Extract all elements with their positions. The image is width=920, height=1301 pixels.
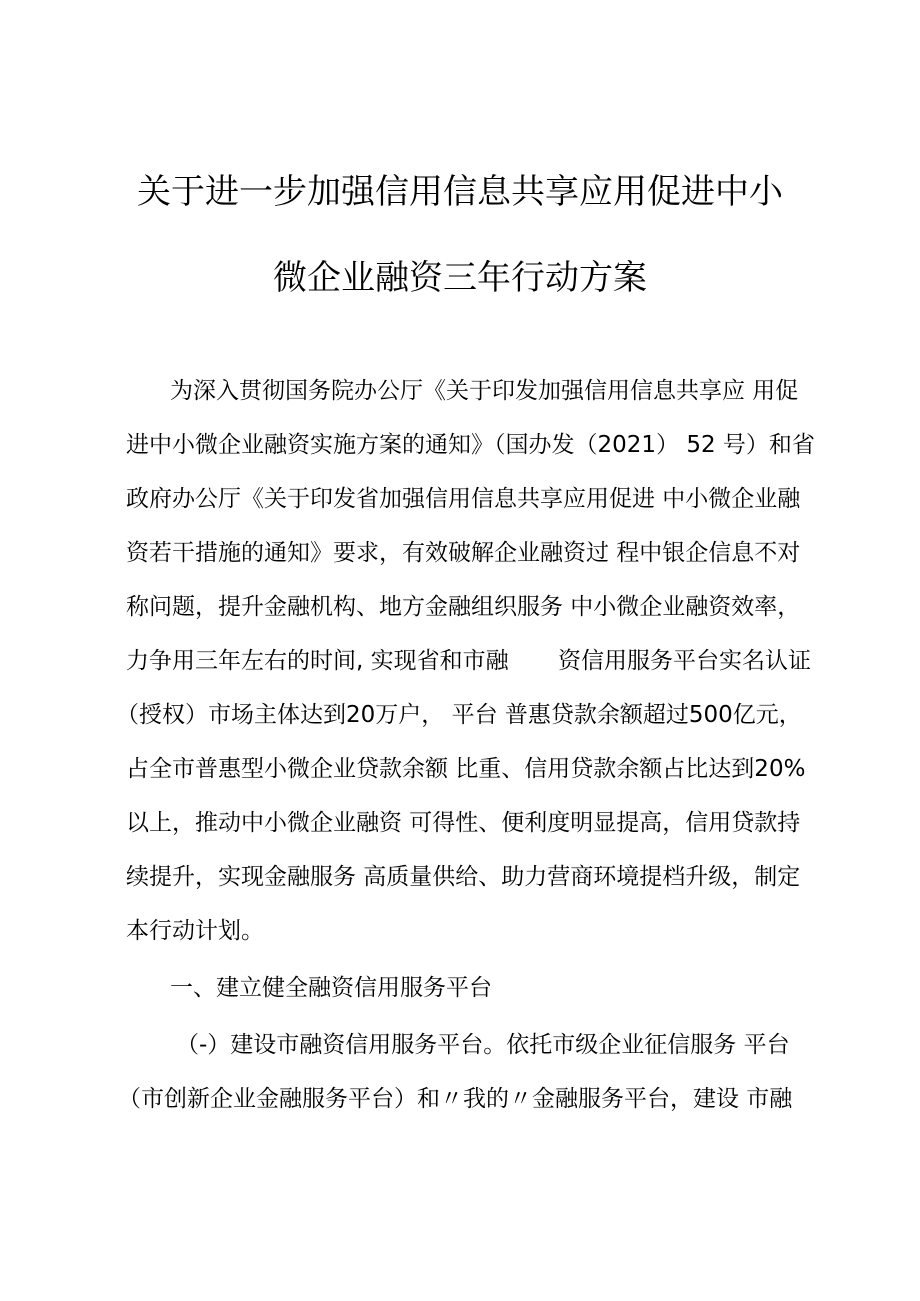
body-line-6b: 资信用服务平台实名认证 <box>558 648 811 674</box>
document-title-line-2: 微企业融资三年行动方案 <box>273 258 647 298</box>
body-line-4: 资若干措施的通知》要求，有效破解企业融资过 程中银企信息不对 <box>126 540 801 566</box>
body-line-10: 续提升，实现金融服务 高质量供给、助力营商环境提档升级，制定 <box>126 864 801 890</box>
body-line-5: 称问题，提升金融机构、地方金融组织服务 中小微企业融资效率， <box>126 594 801 620</box>
body-line-9: 以上，推动中小微企业融资 可得性、便利度明显提高，信用贷款持 <box>126 810 801 836</box>
body-line-3: 政府办公厅《关于印发省加强信用信息共享应用促进 中小微企业融 <box>126 486 801 512</box>
body-line-13: （市创新企业金融服务平台）和〃我的〃金融服务平台，建设 市融 <box>118 1086 793 1112</box>
body-line-1: 为深入贯彻国务院办公厅《关于印发加强信用信息共享应 用促 <box>170 378 799 404</box>
body-line-8: 占全市普惠型小微企业贷款余额 比重、信用贷款余额占比达到20% <box>126 756 806 782</box>
body-line-6a: 力争用三年左右的时间, 实现省和市融 <box>126 648 509 674</box>
body-line-2: 进中小微企业融资实施方案的通知》（国办发（2021） 52 号）和省 <box>126 432 815 458</box>
body-line-12: （-）建设市融资信用服务平台。依托市级企业征信服务 平台 <box>176 1032 790 1058</box>
document-title-line-1: 关于进一步加强信用信息共享应用促进中小 <box>137 172 783 212</box>
body-line-11: 本行动计划。 <box>126 918 264 944</box>
body-line-7: （授权）市场主体达到20万户， 平台 普惠贷款余额超过500亿元， <box>116 702 802 728</box>
section-heading-1: 一、建立健全融资信用服务平台 <box>170 975 492 1001</box>
